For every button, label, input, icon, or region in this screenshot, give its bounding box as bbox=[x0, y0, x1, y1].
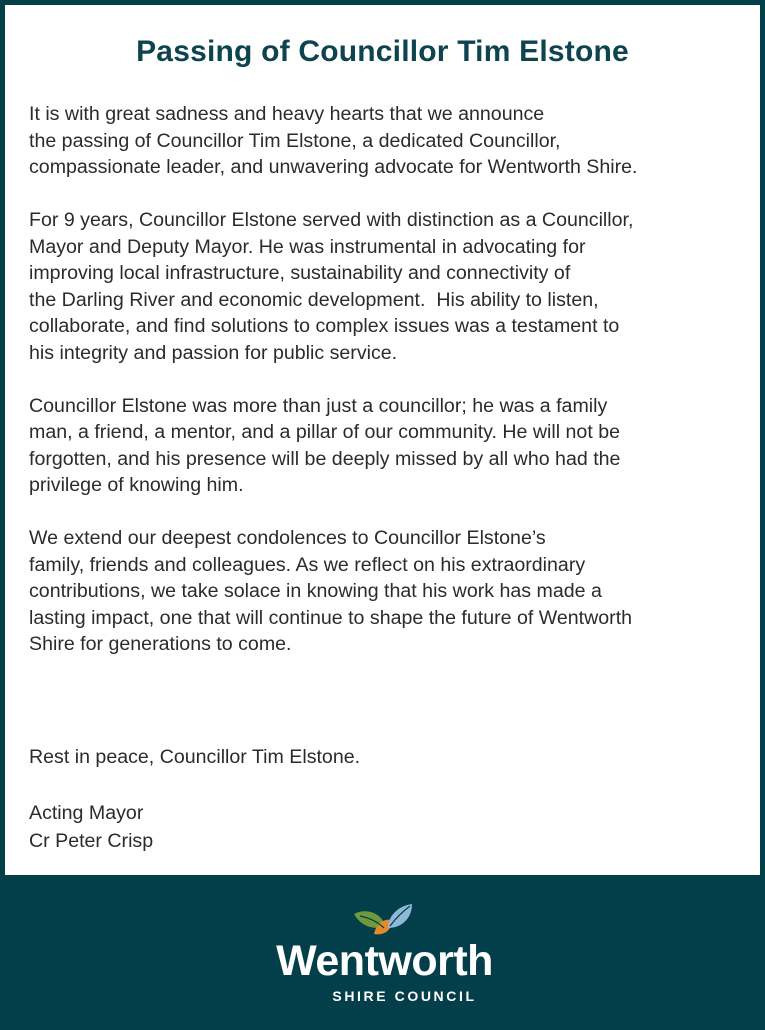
notice-title: Passing of Councillor Tim Elstone bbox=[136, 35, 629, 68]
paragraph-2 bbox=[29, 207, 749, 366]
paragraph-3 bbox=[29, 393, 749, 499]
text-line: his integrity and passion for public service. bbox=[29, 341, 398, 364]
signoff bbox=[29, 799, 153, 855]
paragraph-1 bbox=[29, 101, 749, 181]
notice-card bbox=[5, 5, 760, 875]
logo-subtitle: SHIRE COUNCIL bbox=[332, 988, 477, 1004]
text-line: contributions, we take solace in knowing that his work has made a bbox=[29, 580, 602, 602]
text-line: the Darling River and economic development. His ability to listen, bbox=[29, 288, 599, 311]
paragraph-4 bbox=[29, 525, 749, 658]
logo-wordmark: Wentworth bbox=[276, 937, 493, 985]
notice-body bbox=[29, 101, 749, 684]
text-line: It is with great sadness and heavy hearts that we announce bbox=[29, 103, 545, 125]
text-line: the passing of Councillor Tim Elstone, a dedicated Councillor, bbox=[29, 129, 561, 152]
text-line: We extend our deepest condolences to Councillor Elstone’s bbox=[29, 527, 546, 549]
footer-banner bbox=[0, 875, 765, 1030]
text-line: Councillor Elstone was more than just a councillor; he was a family bbox=[29, 394, 608, 417]
text-line: improving local infrastructure, sustainability and connectivity of bbox=[29, 262, 571, 284]
closing-line: Rest in peace, Councillor Tim Elstone. bbox=[29, 746, 361, 768]
text-line: privilege of knowing him. bbox=[29, 474, 244, 496]
text-line: forgotten, and his presence will be deeply missed by all who had the bbox=[29, 447, 621, 470]
text-line: collaborate, and find solutions to complex issues was a testament to bbox=[29, 315, 620, 337]
text-line: Shire for generations to come. bbox=[29, 633, 292, 655]
signoff-name: Cr Peter Crisp bbox=[29, 830, 154, 852]
signoff-role: Acting Mayor bbox=[29, 802, 144, 824]
text-line: Mayor and Deputy Mayor. He was instrumental in advocating for bbox=[29, 235, 586, 258]
text-line: compassionate leader, and unwavering advocate for Wentworth Shire. bbox=[29, 156, 638, 178]
text-line: man, a friend, a mentor, and a pillar of our community. He will not be bbox=[29, 421, 620, 443]
text-line: For 9 years, Councillor Elstone served with distinction as a Councillor, bbox=[29, 209, 634, 231]
text-line: family, friends and colleagues. As we reflect on his extraordinary bbox=[29, 553, 586, 576]
text-line: lasting impact, one that will continue to shape the future of Wentworth bbox=[29, 606, 633, 629]
